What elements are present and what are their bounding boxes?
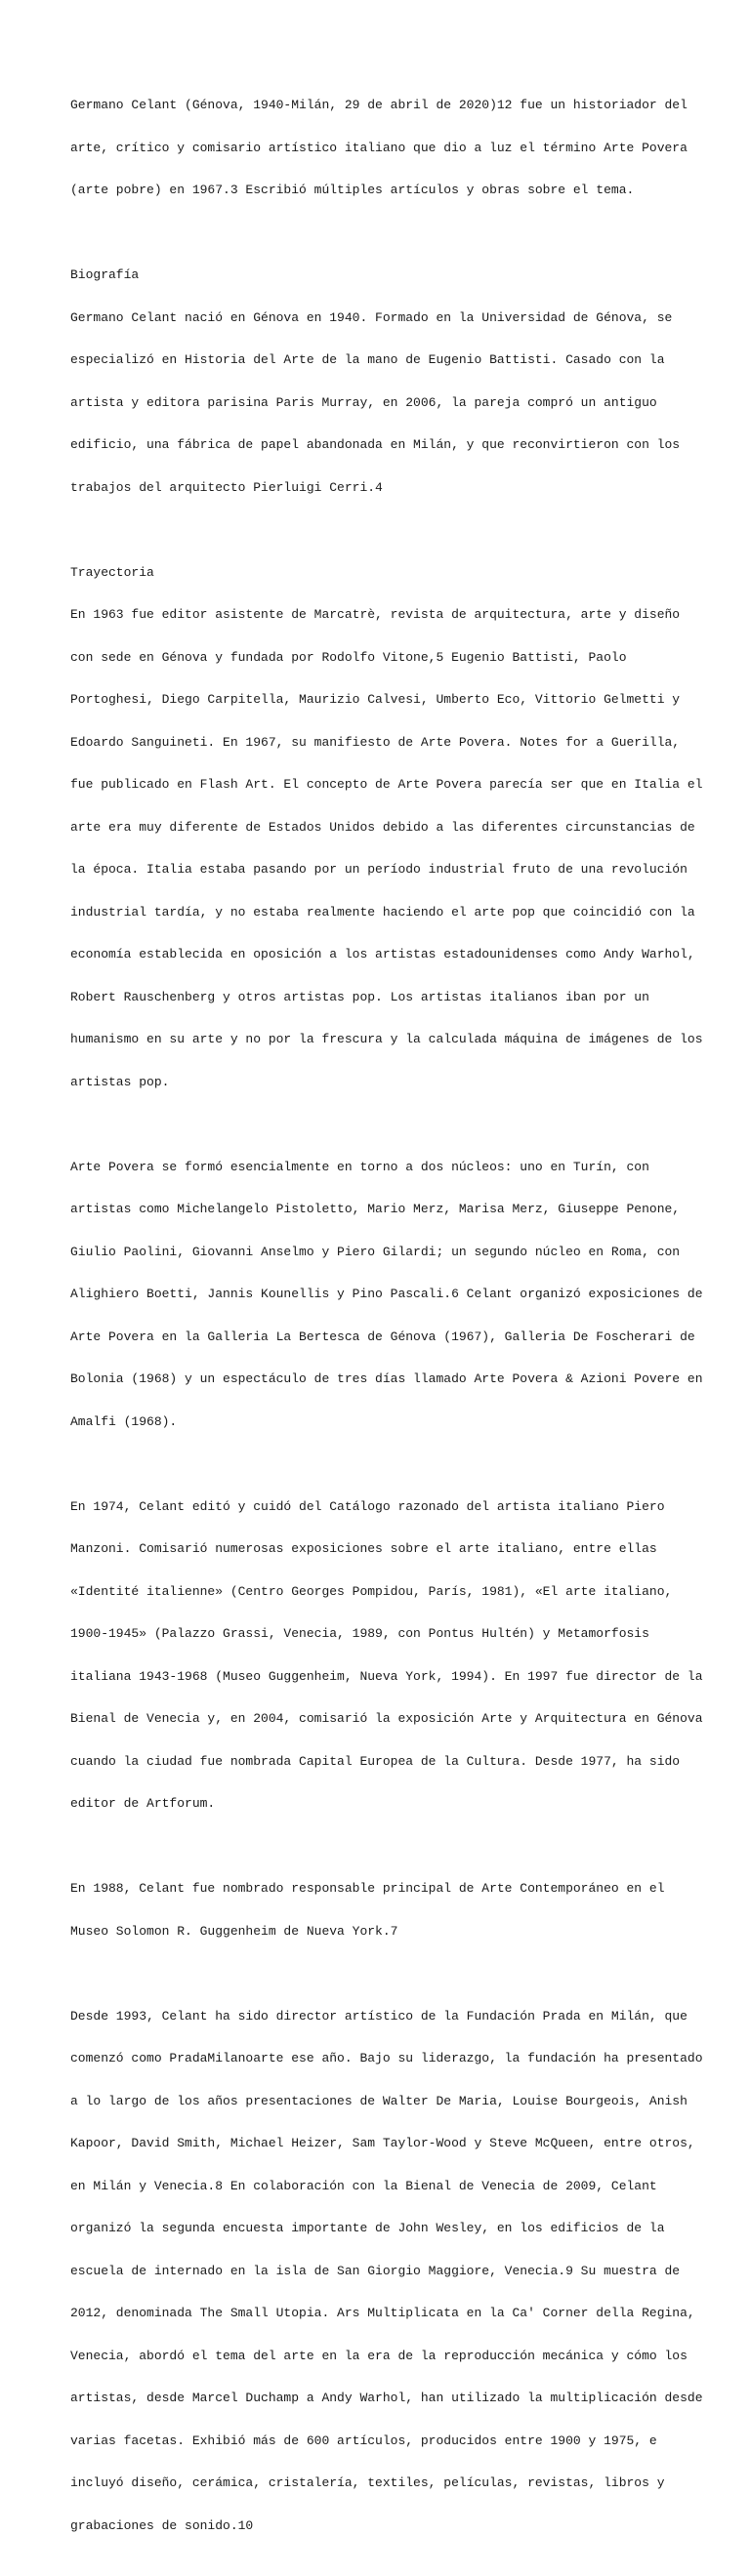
text-line: Bolonia (1968) y un espectáculo de tres días llamado Arte Povera & Azioni Povere en <box>70 1371 703 1386</box>
text-line: Germano Celant (Génova, 1940-Milán, 29 de abril de 2020)12 fue un historiador del <box>70 98 688 112</box>
text-line: editor de Artforum. <box>70 1796 216 1811</box>
text-line: Desde 1993, Celant ha sido director artístico de la Fundación Prada en Milán, que <box>70 2008 688 2024</box>
text-line: economía establecida en oposición a los artistas estadounidenses como Andy Warhol, <box>70 947 695 961</box>
biografia-section <box>70 240 695 523</box>
text-line: artistas pop. <box>70 1074 170 1089</box>
text-line: Germano Celant nació en Génova en 1940. Formado en la Universidad de Génova, se <box>70 309 673 325</box>
text-line: (arte pobre) en 1967.3 Escribió múltiples artículos y obras sobre el tema. <box>70 183 635 197</box>
text-line: a lo largo de los años presentaciones de Walter De Maria, Louise Bourgeois, Anish <box>70 2093 688 2108</box>
intro-paragraph <box>70 70 695 226</box>
text-line: incluyó diseño, cerámica, cristalería, textiles, películas, revistas, libros y <box>70 2475 665 2490</box>
text-line: la época. Italia estaba pasando por un período industrial fruto de una revolución <box>70 862 688 877</box>
document-page <box>70 70 703 2576</box>
text-line: Arte Povera en la Galleria La Bertesca de Génova (1967), Galleria De Foscherari de <box>70 1329 695 1344</box>
text-line: organizó la segunda encuesta importante de John Wesley, en los edificios de la <box>70 2221 665 2235</box>
trayectoria-section <box>70 538 703 1119</box>
text-line: En 1988, Celant fue nombrado responsable principal de Arte Contemporáneo en el <box>70 1881 665 1896</box>
section-heading-biografia: Biografía <box>70 267 140 282</box>
text-line: Bienal de Venecia y, en 2004, comisarió la exposición Arte y Arquitectura en Génova <box>70 1711 703 1726</box>
text-line: italiana 1943-1968 (Museo Guggenheim, Nueva York, 1994). En 1997 fue director de la <box>70 1668 703 1684</box>
text-line: trabajos del arquitecto Pierluigi Cerri.4 <box>70 479 383 495</box>
text-line: arte, crítico y comisario artístico italiano que dio a luz el término Arte Povera <box>70 140 688 155</box>
text-line: «Identité italienne» (Centro Georges Pompidou, París, 1981), «El arte italiano, <box>70 1583 673 1599</box>
text-line: Alighiero Boetti, Jannis Kounellis y Pino Pascali.6 Celant organizó exposiciones de <box>70 1287 703 1301</box>
text-line: escuela de internado en la isla de San Giorgio Maggiore, Venecia.9 Su muestra de <box>70 2263 681 2278</box>
text-line: artista y editora parisina Paris Murray, en 2006, la pareja compró un antiguo <box>70 394 657 410</box>
text-line: cuando la ciudad fue nombrada Capital Europea de la Cultura. Desde 1977, ha sido <box>70 1753 681 1769</box>
text-line: industrial tardía, y no estaba realmente haciendo el arte pop que coincidió con la <box>70 904 695 920</box>
arte-povera-paragraph <box>70 1132 703 1458</box>
text-line: 2012, denominada The Small Utopia. Ars Multiplicata en la Ca' Corner della Regina, <box>70 2306 695 2320</box>
text-line: Kapoor, David Smith, Michael Heizer, Sam Taylor-Wood y Steve McQueen, entre otros, <box>70 2136 695 2150</box>
text-line: fue publicado en Flash Art. El concepto de Arte Povera parecía ser que en Italia el <box>70 777 703 792</box>
text-line: con sede en Génova y fundada por Rodolfo Vitone,5 Eugenio Battisti, Paolo <box>70 649 627 665</box>
text-line: edificio, una fábrica de papel abandonada en Milán, y que reconvirtieron con los <box>70 437 681 452</box>
text-line: En 1974, Celant editó y cuidó del Catálogo razonado del artista italiano Piero <box>70 1498 665 1514</box>
text-line: especializó en Historia del Arte de la mano de Eugenio Battisti. Casado con la <box>70 352 665 367</box>
text-line: Arte Povera se formó esencialmente en torno a dos núcleos: uno en Turín, con <box>70 1159 649 1174</box>
paragraph-1974 <box>70 1472 703 1840</box>
text-line: artistas como Michelangelo Pistoletto, Mario Merz, Marisa Merz, Giuseppe Penone, <box>70 1202 681 1216</box>
paragraph-1988 <box>70 1854 695 1967</box>
text-line: grabaciones de sonido.10 <box>70 2517 254 2533</box>
paragraph-1993 <box>70 1982 703 2562</box>
text-line: Edoardo Sanguineti. En 1967, su manifiesto de Arte Povera. Notes for a Guerilla, <box>70 734 681 750</box>
text-line: arte era muy diferente de Estados Unidos debido a las diferentes circunstancias de <box>70 819 695 835</box>
text-line: Giulio Paolini, Giovanni Anselmo y Piero Gilardi; un segundo núcleo en Roma, con <box>70 1244 681 1259</box>
text-line: humanismo en su arte y no por la frescura y la calculada máquina de imágenes de los <box>70 1032 703 1046</box>
text-line: 1900-1945» (Palazzo Grassi, Venecia, 1989, con Pontus Hultén) y Metamorfosis <box>70 1626 649 1641</box>
text-line: Robert Rauschenberg y otros artistas pop. Los artistas italianos iban por un <box>70 989 649 1004</box>
text-line: artistas, desde Marcel Duchamp a Andy Warhol, han utilizado la multiplicación desde <box>70 2391 703 2405</box>
text-line: En 1963 fue editor asistente de Marcatrè, revista de arquitectura, arte y diseño <box>70 607 681 622</box>
text-line: comenzó como PradaMilanoarte ese año. Bajo su liderazgo, la fundación ha presentado <box>70 2051 703 2065</box>
text-line: Portoghesi, Diego Carpitella, Maurizio Calvesi, Umberto Eco, Vittorio Gelmetti y <box>70 692 681 707</box>
text-line: Museo Solomon R. Guggenheim de Nueva York.7 <box>70 1923 398 1939</box>
section-heading-trayectoria: Trayectoria <box>70 564 154 580</box>
text-line: varias facetas. Exhibió más de 600 artículos, producidos entre 1900 y 1975, e <box>70 2433 657 2448</box>
text-line: en Milán y Venecia.8 En colaboración con la Bienal de Venecia de 2009, Celant <box>70 2178 657 2193</box>
text-line: Venecia, abordó el tema del arte en la era de la reproducción mecánica y cómo los <box>70 2348 688 2363</box>
text-line: Manzoni. Comisarió numerosas exposiciones sobre el arte italiano, entre ellas <box>70 1541 657 1556</box>
text-line: Amalfi (1968). <box>70 1413 178 1429</box>
